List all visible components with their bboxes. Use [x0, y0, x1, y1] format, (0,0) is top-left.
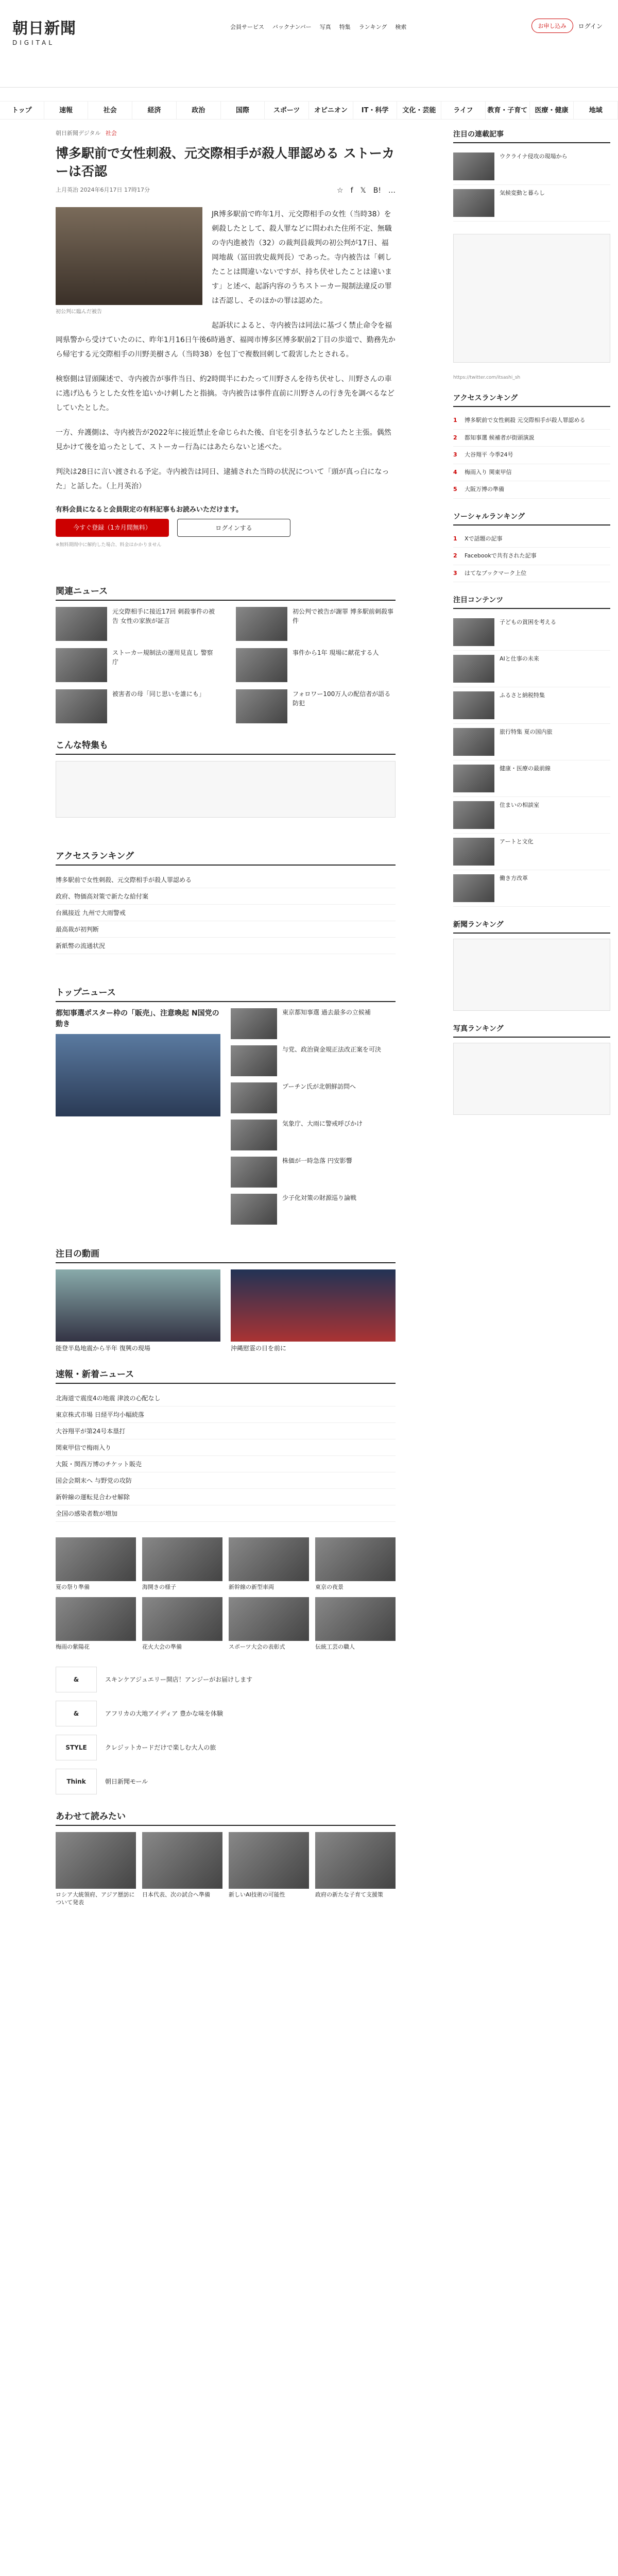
rank-title: 都知事選 候補者が街頭演説: [465, 434, 535, 441]
photo-caption: 夏の祭り準備: [56, 1584, 90, 1590]
item-title: 東京都知事選 過去最多の立候補: [282, 1009, 371, 1016]
list-item[interactable]: 政府、物価高対策で新たな給付案: [56, 888, 396, 905]
rank-number: 3: [453, 451, 457, 458]
article-title: 博多駅前で女性刺殺、元交際相手が殺人罪認める ストーカーは否認: [56, 146, 395, 179]
ad-logo: &: [56, 1701, 97, 1726]
ad-text: 朝日新聞モール: [105, 1778, 148, 1786]
video-item[interactable]: [56, 1269, 220, 1352]
site-header: [0, 0, 618, 114]
photo-caption: 花火大会の準備: [142, 1643, 182, 1651]
photo-caption: 新幹線の新型車両: [229, 1584, 274, 1590]
rank-number: 1: [453, 417, 457, 423]
ad-text: クレジットカードだけで楽しむ大人の旅: [105, 1744, 216, 1752]
rank-number: 4: [453, 468, 457, 476]
contents-list: [453, 614, 610, 907]
item-title: 新しいAI技術の可能性: [229, 1891, 285, 1898]
breadcrumb-home[interactable]: 朝日新聞デジタル: [56, 130, 101, 137]
list-item[interactable]: 博多駅前で女性刺殺、元交際相手が殺人罪認める: [56, 872, 396, 888]
rank-title: 大谷翔平 今季24号: [465, 451, 513, 458]
ad-text: アフリカの大地アイディア 豊かな味を体験: [105, 1710, 224, 1718]
content-item[interactable]: [453, 651, 610, 687]
also-grid: [56, 1832, 396, 1907]
nav-item[interactable]: オピニオン: [309, 101, 353, 119]
thumbnail: [453, 152, 494, 180]
rank-item[interactable]: [453, 412, 610, 430]
section-title: こんな特集も: [56, 740, 108, 751]
list-item[interactable]: 関東甲信で梅雨入り: [56, 1439, 396, 1456]
rank-item[interactable]: [453, 464, 610, 482]
rec-list: [453, 148, 610, 222]
also-item[interactable]: [229, 1832, 309, 1907]
rank-item[interactable]: [453, 447, 610, 464]
thumbnail: [453, 874, 494, 902]
rec-item[interactable]: [453, 148, 610, 185]
item-title: 日本代表、次の試合へ準備: [142, 1891, 210, 1898]
thumbnail: [315, 1537, 396, 1581]
social-item[interactable]: [453, 548, 610, 565]
byline: 上月英治 2024年6月17日 17時17分: [56, 187, 150, 193]
section-title: 関連ニュース: [56, 586, 108, 597]
thumbnail: [453, 189, 494, 217]
thumbnail: [453, 618, 494, 646]
x-icon[interactable]: 𝕏: [360, 187, 366, 195]
video-title: 沖縄慰霊の日を前に: [231, 1345, 287, 1352]
section-title: あわせて読みたい: [56, 1811, 126, 1822]
latest-list: [56, 1390, 396, 1522]
sidebar-title: 注目の連載記事: [453, 129, 610, 143]
thumbnail: [231, 1194, 277, 1225]
photo-grid: [56, 1537, 396, 1651]
sidebar-title: 写真ランキング: [453, 1023, 610, 1038]
photo-caption: スポーツ大会の表彰式: [229, 1643, 285, 1651]
premium-label: 有料会員になると会員限定の有料記事もお読みいただけます。: [56, 506, 243, 514]
list-item[interactable]: 北海道で震度4の地震 津波の心配なし: [56, 1390, 396, 1406]
rank-title: 博多駅前で女性刺殺 元交際相手が殺人罪認める: [465, 417, 586, 423]
related-item-title: 被害者の母「同じ思いを誰にも」: [112, 690, 205, 698]
facebook-icon[interactable]: f: [350, 187, 353, 195]
rank-list: [453, 412, 610, 499]
related-item-title: 初公判で被告が謝罪 博多駅前刺殺事件: [293, 608, 393, 624]
photo-ranking-carousel[interactable]: [453, 1043, 610, 1115]
section-title: 速報・新着ニュース: [56, 1369, 134, 1380]
ad-text: スキンケアジュエリー開店！アンジーがお届けします: [105, 1676, 253, 1684]
latest-section-title: [56, 1367, 396, 1384]
ad-banner[interactable]: [56, 761, 396, 818]
rank-number: 2: [453, 552, 457, 559]
content-item[interactable]: [453, 870, 610, 907]
list-item[interactable]: [231, 1120, 396, 1150]
logo-sub: DIGITAL: [12, 39, 55, 46]
related-item[interactable]: [56, 689, 215, 723]
ranking-box: [453, 393, 610, 499]
item-title: 旅行特集 夏の国内旅: [500, 728, 553, 735]
article-photo[interactable]: [56, 207, 202, 318]
login-button[interactable]: ログインする: [177, 519, 290, 537]
subscribe-button[interactable]: お申し込み: [531, 19, 573, 33]
item-title: 株価が一時急落 円安影響: [282, 1157, 352, 1164]
also-item[interactable]: [142, 1832, 222, 1907]
item-title: 少子化対策の財源巡り論戦: [282, 1194, 357, 1201]
thumbnail: [56, 1537, 136, 1581]
item-title: アートと文化: [500, 838, 534, 845]
rank-item[interactable]: [453, 481, 610, 499]
item-title: 気候変動と暮らし: [500, 190, 545, 196]
thumbnail: [453, 801, 494, 829]
video-thumbnail: [56, 1269, 220, 1342]
nav-item[interactable]: 医療・健康: [530, 101, 574, 119]
video-thumbnail: [231, 1269, 396, 1342]
content-item[interactable]: [453, 614, 610, 651]
list-item[interactable]: 新幹線の運転見合わせ解除: [56, 1489, 396, 1505]
related-item[interactable]: [56, 607, 215, 641]
ad-logo: Think: [56, 1769, 97, 1794]
topnews-section-title: [56, 985, 396, 1002]
related-item-title: フォロワー100万人の配信者が語る防犯: [293, 690, 391, 707]
more-icon[interactable]: …: [388, 187, 396, 195]
news-ranking-carousel[interactable]: [453, 939, 610, 1011]
contents-box: [453, 595, 610, 907]
thumbnail: [229, 1832, 309, 1889]
item-title: プーチン氏が北朝鮮訪問へ: [282, 1083, 356, 1090]
ad-item[interactable]: [56, 1769, 396, 1794]
also-section-title: [56, 1809, 396, 1826]
nav-item[interactable]: 速報: [44, 101, 89, 119]
topnews-lead[interactable]: [56, 1008, 220, 1231]
nav-item[interactable]: 経済: [132, 101, 177, 119]
photo-item[interactable]: [229, 1537, 309, 1591]
rank-title: 梅雨入り 関東甲信: [465, 468, 512, 476]
also-item[interactable]: [315, 1832, 396, 1907]
topnews-grid: [56, 1008, 396, 1231]
photo-item[interactable]: [142, 1597, 222, 1651]
nav-item[interactable]: 社会: [88, 101, 132, 119]
ad-list: [56, 1667, 396, 1794]
thumbnail: [56, 607, 107, 641]
nav-item[interactable]: スポーツ: [265, 101, 309, 119]
list-item[interactable]: 台風接近 九州で大雨警戒: [56, 905, 396, 921]
sidebar: [453, 129, 610, 1127]
topnav-item[interactable]: 特集: [339, 24, 351, 30]
ad-item[interactable]: [56, 1667, 396, 1692]
thumbnail: [142, 1537, 222, 1581]
logo-main: 朝日新聞: [12, 20, 76, 38]
related-item[interactable]: [236, 607, 396, 641]
item-title: 気象庁、大雨に警戒呼びかけ: [282, 1120, 363, 1127]
photo-caption: 梅雨の紫陽花: [56, 1643, 90, 1651]
section-title: アクセスランキング: [56, 851, 134, 861]
noteworthy-section-title: [56, 1246, 396, 1263]
content-item[interactable]: [453, 834, 610, 870]
social-item[interactable]: [453, 565, 610, 583]
related-item-title: 元交際相手に接近17回 刺殺事件の被告 女性の家族が証言: [112, 608, 215, 624]
photo-item[interactable]: [229, 1597, 309, 1651]
social-item[interactable]: [453, 531, 610, 548]
thumbnail: [142, 1832, 222, 1889]
lead-title: 都知事選ポスター枠の「販売」、注意喚起 N国党の動き: [56, 1009, 219, 1028]
content-item[interactable]: [453, 760, 610, 797]
topnav-item[interactable]: 会員サービス: [230, 24, 264, 30]
rank-number: 2: [453, 434, 457, 441]
list-item[interactable]: 全国の感染者数が増加: [56, 1505, 396, 1522]
thumbnail: [315, 1832, 396, 1889]
premium-buttons: [56, 519, 396, 537]
related-item-title: ストーカー規制法の運用見直し 警察庁: [112, 649, 213, 666]
item-title: 子どもの貧困を考える: [500, 619, 556, 625]
related-item[interactable]: [236, 689, 396, 723]
list-item[interactable]: 大谷翔平が第24号本塁打: [56, 1423, 396, 1439]
thumbnail: [453, 838, 494, 866]
breadcrumb: [56, 129, 396, 137]
rec-box: [453, 129, 610, 222]
thumbnail: [142, 1597, 222, 1641]
item-title: Facebookで共有された記事: [465, 552, 537, 559]
ad-logo: STYLE: [56, 1735, 97, 1760]
photo-item[interactable]: [142, 1537, 222, 1591]
photo-caption: 海開きの様子: [142, 1584, 176, 1590]
lead-photo: [56, 1034, 220, 1116]
thumbnail: [231, 1045, 277, 1076]
search-icon[interactable]: 検索: [395, 24, 407, 30]
list-item[interactable]: 新紙幣の流通状況: [56, 938, 396, 954]
list-item[interactable]: [231, 1157, 396, 1188]
also-item[interactable]: [56, 1832, 136, 1907]
item-title: Xで話題の記事: [465, 535, 503, 542]
nav-item[interactable]: 文化・芸能: [397, 101, 441, 119]
thumbnail: [229, 1597, 309, 1641]
content-item[interactable]: [453, 724, 610, 760]
ad-item[interactable]: [56, 1701, 396, 1726]
thumbnail: [231, 1082, 277, 1113]
nav-item[interactable]: 地域: [574, 101, 618, 119]
related-item-title: 事件から1年 現場に献花する人: [293, 649, 379, 656]
paragraph: JR博多駅前で昨年1月、元交際相手の女性（当時38）を刺殺したとして、殺人罪などに問われた住所不定、無職の寺内進被告（32）の裁判員裁判の初公判が17日、福岡地裁（冨田敦史裁判長）であった。寺内被告は「刺したことは間違いないですが、持ち伏せしたことは違います」と述べ、起訴内容のうちストーカー規制法違反の罪は否認し、そのほかの罪は認めた。: [212, 210, 392, 305]
item-title: はてなブックマーク上位: [465, 569, 527, 577]
video-item[interactable]: [231, 1269, 396, 1352]
social-box: [453, 511, 610, 583]
rank-title: 大阪万博の準備: [465, 486, 504, 493]
thumbnail: [453, 765, 494, 792]
related-section-title: [56, 584, 396, 601]
breadcrumb-category[interactable]: 社会: [105, 130, 117, 137]
thumbnail: [229, 1537, 309, 1581]
hatena-icon[interactable]: B!: [373, 187, 381, 195]
thumbnail: [56, 1597, 136, 1641]
thumbnail: [231, 1120, 277, 1150]
photo-item[interactable]: [315, 1597, 396, 1651]
bookmark-icon[interactable]: ☆: [337, 187, 344, 195]
related-item[interactable]: [236, 648, 396, 682]
rank-number: 5: [453, 486, 457, 493]
thumbnail: [231, 1008, 277, 1039]
video-title: 能登半島地震から半年 復興の現場: [56, 1345, 150, 1352]
ad-logo: &: [56, 1667, 97, 1692]
ranking-section-title: [56, 849, 396, 866]
related-list: [56, 607, 396, 723]
site-logo[interactable]: [12, 15, 76, 46]
item-title: ロシア大統領府、アジア歴訪について発表: [56, 1891, 135, 1906]
nav-item[interactable]: 国際: [221, 101, 265, 119]
item-title: 住まいの相談室: [500, 802, 539, 808]
paragraph: 一方、弁護側は、寺内被告が2022年に接近禁止を命じられた後、自宅を引き払うなどしたと主張。偶然見かけて後を追ったとして、ストーカー行為にはあたらないと述べた。: [56, 429, 391, 451]
topnav-item[interactable]: ランキング: [358, 24, 387, 30]
photo-item[interactable]: [56, 1537, 136, 1591]
item-title: 政府の新たな子育て支援策: [315, 1891, 383, 1898]
section-title: トップニュース: [56, 988, 116, 998]
nav-item[interactable]: IT・科学: [353, 101, 398, 119]
thumbnail: [236, 689, 287, 723]
rank-item[interactable]: [453, 430, 610, 447]
item-title: 働き方改革: [500, 875, 528, 882]
photo-item[interactable]: [315, 1537, 396, 1591]
thumbnail: [453, 655, 494, 683]
premium-note: ※無料期間中に解約した場合、料金はかかりません: [56, 543, 162, 548]
nav-item[interactable]: ライフ: [441, 101, 486, 119]
paragraph: 起訴状によると、寺内被告は同法に基づく禁止命令を福岡県警から受けていたのに、昨年1月16日午後6時過ぎ、福岡市博多区博多駅前2丁目の歩道で、勤務先から帰宅する元交際相手の川野美樹さん（当時38）を包丁で複数回刺して殺害したとされる。: [56, 321, 396, 359]
item-title: 健康・医療の最前線: [500, 765, 551, 772]
thumbnail: [56, 1832, 136, 1889]
article-body: [56, 207, 396, 494]
item-title: AIと仕事の未来: [500, 655, 539, 662]
register-button[interactable]: 今すぐ登録（1カ月間無料）: [56, 519, 169, 537]
sidebar-url[interactable]: https://twitter.com/itsashi_sh: [453, 375, 521, 380]
main-column: [56, 129, 396, 1907]
thumbnail: [453, 691, 494, 719]
top-nav: [229, 21, 407, 33]
topnav-item[interactable]: バックナンバー: [272, 24, 312, 30]
special-section-title: [56, 738, 396, 755]
rec-item[interactable]: [453, 185, 610, 222]
photo-caption: 初公判に臨んだ被告: [56, 309, 102, 315]
sidebar-title: ソーシャルランキング: [453, 511, 610, 526]
thumbnail: [236, 648, 287, 682]
list-item[interactable]: 東京株式市場 日経平均小幅続落: [56, 1406, 396, 1423]
related-item[interactable]: [56, 648, 215, 682]
paragraph: 検察側は冒頭陳述で、寺内被告が事件当日、約2時間半にわたって川野さんを待ち伏せし、川野さんの車に逃げ込もうとした女性を追いかけ刺したと指摘。寺内被告は事件直前に川野さんの行き先を調べるなどしていたとした。: [56, 375, 394, 412]
sidebar-title: アクセスランキング: [453, 393, 610, 407]
thumbnail: [453, 728, 494, 756]
content-item[interactable]: [453, 797, 610, 834]
list-item[interactable]: 最高裁が初判断: [56, 921, 396, 938]
social-list: [453, 531, 610, 583]
photo-ranking-box: [453, 1023, 610, 1115]
nav-item[interactable]: 教育・子育て: [486, 101, 530, 119]
item-title: ふるさと納税特集: [500, 692, 545, 699]
photo-caption: 伝統工芸の職人: [315, 1643, 355, 1651]
nav-item[interactable]: 政治: [177, 101, 221, 119]
auth-area: [531, 19, 603, 33]
ranking-list: [56, 872, 396, 954]
content-item[interactable]: [453, 687, 610, 724]
thumbnail: [236, 607, 287, 641]
main-nav: [0, 101, 618, 120]
topnews-list: [231, 1008, 396, 1231]
courtroom-illustration: [56, 207, 202, 305]
sidebar-ad[interactable]: [453, 234, 610, 363]
list-item[interactable]: 国会会期末へ 与野党の攻防: [56, 1472, 396, 1489]
rank-number: 1: [453, 535, 457, 542]
list-item[interactable]: 大阪・関西万博のチケット販売: [56, 1456, 396, 1472]
video-grid: [56, 1269, 396, 1352]
thumbnail: [56, 689, 107, 723]
ad-item[interactable]: [56, 1735, 396, 1760]
login-link[interactable]: ログイン: [578, 22, 603, 30]
paragraph: 判決は28日に言い渡される予定。寺内被告は同日、逮捕された当時の状況について「頭が真っ白になった」と話した。（上月英治）: [56, 468, 389, 490]
list-item[interactable]: [231, 1045, 396, 1076]
thumbnail: [231, 1157, 277, 1188]
section-title: 注目の動画: [56, 1249, 99, 1259]
sidebar-title: 注目コンテンツ: [453, 595, 610, 609]
thumbnail: [315, 1597, 396, 1641]
topnav-item[interactable]: 写真: [319, 24, 331, 30]
sidebar-title: 新聞ランキング: [453, 919, 610, 934]
item-title: ウクライナ侵攻の現場から: [500, 153, 568, 160]
photo-item[interactable]: [56, 1597, 136, 1651]
list-item[interactable]: [231, 1082, 396, 1113]
list-item[interactable]: [231, 1008, 396, 1039]
news-ranking-box: [453, 919, 610, 1011]
rank-number: 3: [453, 569, 457, 577]
list-item[interactable]: [231, 1194, 396, 1225]
thumbnail: [56, 648, 107, 682]
item-title: 与党、政治資金規正法改正案を可決: [282, 1046, 382, 1053]
photo-caption: 東京の夜景: [315, 1584, 344, 1590]
nav-item[interactable]: トップ: [0, 101, 44, 119]
